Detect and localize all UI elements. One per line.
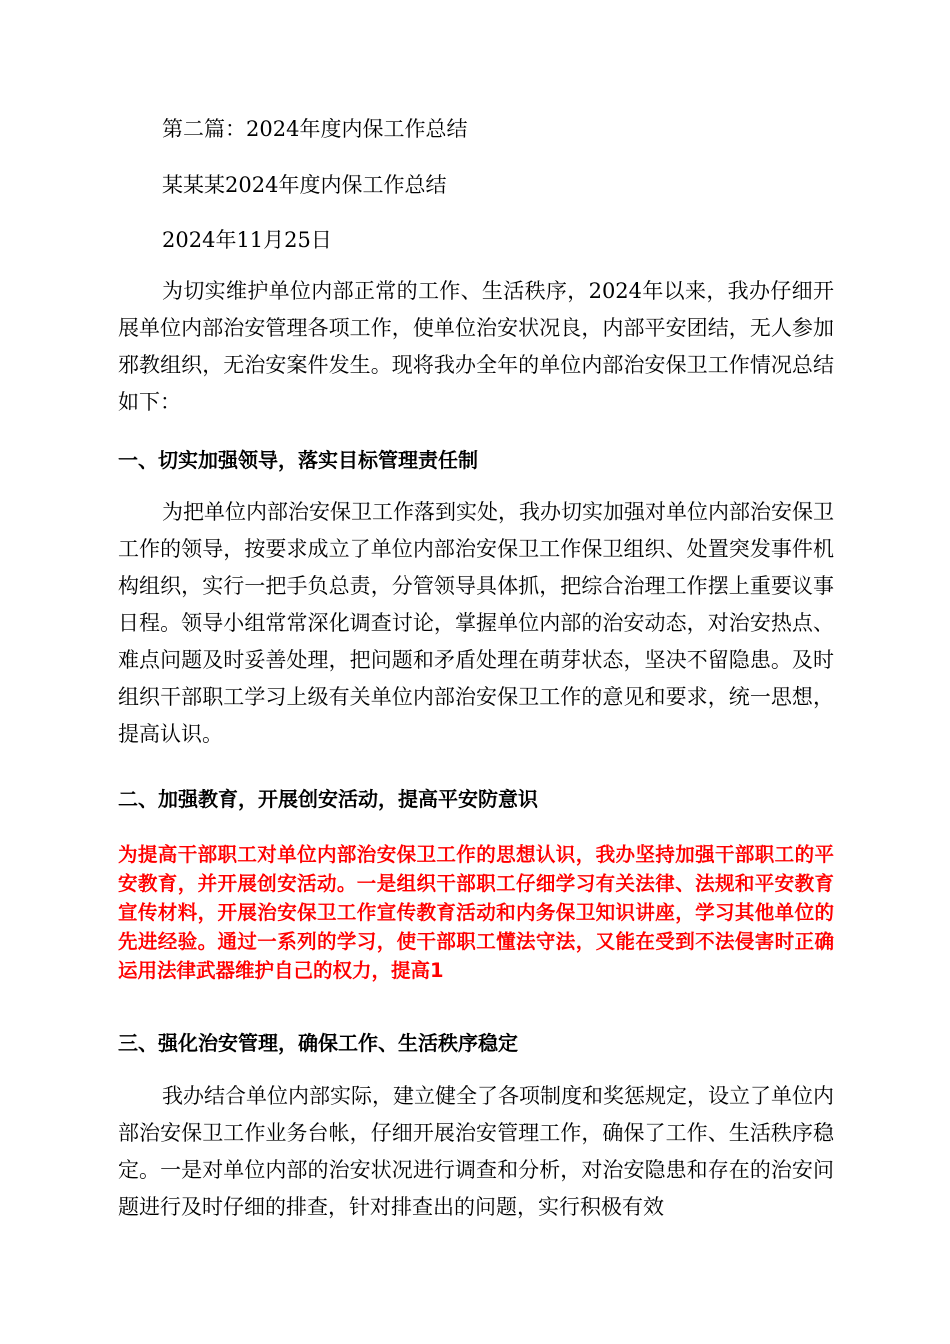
document-date: 2024年11月25日 bbox=[162, 228, 332, 252]
section-1-heading: 一、切实加强领导，落实目标管理责任制 bbox=[118, 448, 478, 472]
section-2-body: 为提高干部职工对单位内部治安保卫工作的思想认识，我办坚持加强干部职工的平安教育，并开展创安活动。一是组织干部职工仔细学习有关法律、法规和平安教育宣传材料，开展治安保卫工作宣传教育活动和内务保卫知识讲座，学习其他单位的先进经验。通过一系列的学习，使干部职工懂法守法，又能在受到不法侵害时正确运用法律武器维护自己的权力，提高1 bbox=[118, 843, 834, 982]
section-1-body: 为把单位内部治安保卫工作落到实处，我办切实加强对单位内部治安保卫工作的领导，按要求成立了单位内部治安保卫工作保卫组织、处置突发事件机构组织，实行一把手负总责，分管领导具体抓，把综合治理工作摆上重要议事日程。领导小组常常深化调查讨论，掌握单位内部的治安动态，对治安热点、难点问题及时妥善处理，把问题和矛盾处理在萌芽状态，坚决不留隐患。及时组织干部职工学习上级有关单位内部治安保卫工作的意见和要求，统一思想，提高认识。 bbox=[118, 500, 834, 746]
section-3-heading: 三、强化治安管理，确保工作、生活秩序稳定 bbox=[118, 1031, 518, 1055]
section-2-heading: 二、加强教育，开展创安活动，提高平安防意识 bbox=[118, 787, 538, 811]
section-3-body: 我办结合单位内部实际，建立健全了各项制度和奖惩规定，设立了单位内部治安保卫工作业务台帐，仔细开展治安管理工作，确保了工作、生活秩序稳定。一是对单位内部的治安状况进行调查和分析，对治安隐患和存在的治安问题进行及时仔细的排查，针对排查出的问题，实行积极有效 bbox=[118, 1084, 834, 1219]
header-line: 第二篇：2024年度内保工作总结 bbox=[162, 117, 468, 141]
document-title: 某某某2024年度内保工作总结 bbox=[162, 173, 447, 197]
intro-paragraph: 为切实维护单位内部正常的工作、生活秩序，2024年以来，我办仔细开展单位内部治安管理各项工作，使单位治安状况良，内部平安团结，无人参加邪教组织，无治安案件发生。现将我办全年的单位内部治安保卫工作情况总结如下： bbox=[118, 279, 834, 414]
